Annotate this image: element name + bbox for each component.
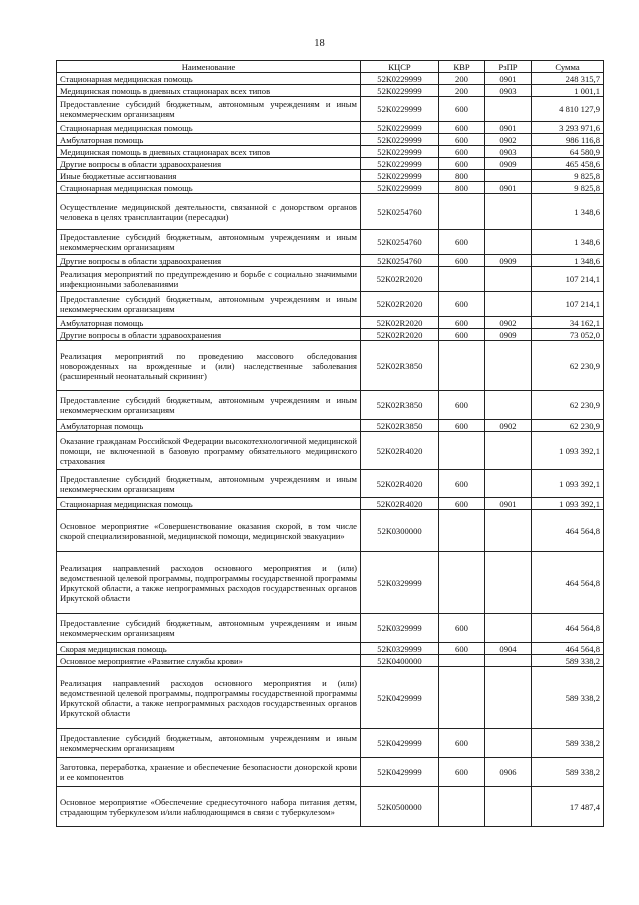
cell-kvr [439, 510, 485, 552]
header-rzpr: РзПР [485, 61, 532, 73]
cell-sum: 107 214,1 [532, 292, 604, 317]
cell-kvr [439, 667, 485, 729]
cell-kvr [439, 655, 485, 667]
cell-rzpr: 0901 [485, 182, 532, 194]
table-row [57, 170, 604, 182]
cell-kvr: 600 [439, 292, 485, 317]
cell-name: Основное мероприятие «Совершенствование оказания скорой, в том числе скорой специализированной, медицинской помощи, медицинской эвакуации» [57, 510, 361, 552]
cell-name: Реализация направлений расходов основного мероприятия и (или) ведомственной целевой программы, подпрограммы государственной программы Иркутской области, а также непрограммных расходов государственных органов Иркутской области [57, 552, 361, 614]
cell-sum: 248 315,7 [532, 73, 604, 85]
budget-table [56, 60, 604, 827]
cell-rzpr [485, 614, 532, 643]
cell-kcsr: 52К0254760 [361, 255, 439, 267]
cell-kcsr: 52К0229999 [361, 122, 439, 134]
cell-rzpr [485, 230, 532, 255]
table-row [57, 667, 604, 729]
cell-kcsr: 52К02R3850 [361, 420, 439, 432]
cell-kcsr: 52К0400000 [361, 655, 439, 667]
header-name: Наименование [57, 61, 361, 73]
cell-sum: 589 338,2 [532, 758, 604, 787]
table-row [57, 194, 604, 230]
cell-sum: 1 093 392,1 [532, 432, 604, 470]
cell-name: Заготовка, переработка, хранение и обеспечение безопасности донорской крови и ее компонентов [57, 758, 361, 787]
cell-kcsr: 52К0329999 [361, 643, 439, 655]
cell-name: Другие вопросы в области здравоохранения [57, 329, 361, 341]
cell-rzpr: 0902 [485, 420, 532, 432]
header-kcsr: КЦСР [361, 61, 439, 73]
cell-kvr: 600 [439, 643, 485, 655]
table-row [57, 758, 604, 787]
cell-rzpr [485, 170, 532, 182]
cell-rzpr: 0901 [485, 73, 532, 85]
cell-kvr [439, 341, 485, 391]
cell-sum: 64 580,9 [532, 146, 604, 158]
cell-sum: 589 338,2 [532, 667, 604, 729]
cell-kcsr: 52К0229999 [361, 85, 439, 97]
cell-sum: 464 564,8 [532, 552, 604, 614]
cell-rzpr [485, 292, 532, 317]
cell-sum: 62 230,9 [532, 341, 604, 391]
cell-sum: 17 487,4 [532, 787, 604, 827]
cell-rzpr: 0904 [485, 643, 532, 655]
cell-kvr [439, 432, 485, 470]
table-row [57, 317, 604, 329]
table-row [57, 134, 604, 146]
cell-kvr: 600 [439, 470, 485, 498]
cell-name: Осуществление медицинской деятельности, связанной с донорством органов человека в целях трансплантации (пересадки) [57, 194, 361, 230]
cell-name: Стационарная медицинская помощь [57, 498, 361, 510]
cell-rzpr: 0909 [485, 255, 532, 267]
cell-kvr: 600 [439, 729, 485, 758]
table-row [57, 73, 604, 85]
cell-rzpr [485, 432, 532, 470]
cell-kvr [439, 194, 485, 230]
cell-name: Медицинская помощь в дневных стационарах всех типов [57, 146, 361, 158]
cell-kcsr: 52К02R3850 [361, 341, 439, 391]
cell-kvr: 600 [439, 329, 485, 341]
table-row [57, 787, 604, 827]
cell-name: Стационарная медицинская помощь [57, 122, 361, 134]
cell-kvr [439, 787, 485, 827]
cell-rzpr [485, 267, 532, 292]
cell-sum: 589 338,2 [532, 729, 604, 758]
cell-kvr: 600 [439, 420, 485, 432]
cell-kvr: 800 [439, 182, 485, 194]
cell-sum: 4 810 127,9 [532, 97, 604, 122]
cell-kcsr: 52К0429999 [361, 758, 439, 787]
cell-name: Оказание гражданам Российской Федерации высокотехнологичной медицинской помощи, не включенной в базовую программу обязательного медицинского страхования [57, 432, 361, 470]
cell-name: Амбулаторная помощь [57, 420, 361, 432]
cell-rzpr [485, 552, 532, 614]
cell-name: Предоставление субсидий бюджетным, автономным учреждениям и иным некоммерческим организациям [57, 729, 361, 758]
table-row [57, 510, 604, 552]
table-row [57, 182, 604, 194]
cell-kcsr: 52К02R2020 [361, 292, 439, 317]
cell-kvr: 600 [439, 97, 485, 122]
cell-kvr: 600 [439, 614, 485, 643]
cell-rzpr [485, 97, 532, 122]
cell-sum: 9 825,8 [532, 170, 604, 182]
cell-sum: 1 348,6 [532, 230, 604, 255]
cell-sum: 465 458,6 [532, 158, 604, 170]
cell-name: Предоставление субсидий бюджетным, автономным учреждениям и иным некоммерческим организациям [57, 614, 361, 643]
cell-sum: 464 564,8 [532, 510, 604, 552]
header-kvr: КВР [439, 61, 485, 73]
table-row [57, 432, 604, 470]
cell-rzpr: 0903 [485, 85, 532, 97]
cell-rzpr: 0901 [485, 122, 532, 134]
cell-rzpr: 0901 [485, 498, 532, 510]
cell-kvr: 600 [439, 758, 485, 787]
table-row [57, 470, 604, 498]
table-row [57, 643, 604, 655]
cell-sum: 62 230,9 [532, 391, 604, 420]
table-row [57, 729, 604, 758]
cell-name: Амбулаторная помощь [57, 134, 361, 146]
cell-sum: 1 001,1 [532, 85, 604, 97]
cell-rzpr [485, 655, 532, 667]
cell-kcsr: 52К02R4020 [361, 470, 439, 498]
cell-kcsr: 52К02R2020 [361, 329, 439, 341]
cell-kcsr: 52К0300000 [361, 510, 439, 552]
cell-sum: 3 293 971,6 [532, 122, 604, 134]
cell-rzpr: 0909 [485, 158, 532, 170]
cell-name: Медицинская помощь в дневных стационарах всех типов [57, 85, 361, 97]
table-row [57, 420, 604, 432]
cell-sum: 986 116,8 [532, 134, 604, 146]
cell-kvr: 600 [439, 498, 485, 510]
table-row [57, 97, 604, 122]
cell-kvr: 600 [439, 230, 485, 255]
cell-kcsr: 52К02R4020 [361, 432, 439, 470]
cell-kcsr: 52К0500000 [361, 787, 439, 827]
table-row [57, 230, 604, 255]
cell-name: Основное мероприятие «Обеспечение среднесуточного набора питания детям, страдающим туберкулезом и/или наблюдающимся в связи с туберкулезом» [57, 787, 361, 827]
cell-kcsr: 52К02R2020 [361, 317, 439, 329]
table-row [57, 122, 604, 134]
cell-kvr: 600 [439, 122, 485, 134]
cell-name: Предоставление субсидий бюджетным, автономным учреждениям и иным некоммерческим организациям [57, 230, 361, 255]
cell-sum: 1 093 392,1 [532, 470, 604, 498]
cell-kcsr: 52К0329999 [361, 614, 439, 643]
cell-sum: 589 338,2 [532, 655, 604, 667]
cell-sum: 464 564,8 [532, 614, 604, 643]
cell-rzpr [485, 510, 532, 552]
cell-rzpr: 0903 [485, 146, 532, 158]
cell-kcsr: 52К0254760 [361, 194, 439, 230]
cell-rzpr [485, 391, 532, 420]
cell-kvr: 600 [439, 255, 485, 267]
cell-name: Реализация мероприятий по проведению массового обследования новорожденных на врожденные и (или) наследственные заболевания (расширенный неонатальный скрининг) [57, 341, 361, 391]
cell-kvr: 600 [439, 317, 485, 329]
cell-rzpr [485, 341, 532, 391]
cell-kvr [439, 267, 485, 292]
table-row [57, 614, 604, 643]
table-row [57, 255, 604, 267]
cell-kcsr: 52К0229999 [361, 134, 439, 146]
cell-sum: 107 214,1 [532, 267, 604, 292]
cell-kcsr: 52К0229999 [361, 97, 439, 122]
cell-name: Предоставление субсидий бюджетным, автономным учреждениям и иным некоммерческим организациям [57, 97, 361, 122]
cell-rzpr [485, 729, 532, 758]
cell-sum: 9 825,8 [532, 182, 604, 194]
page-number: 18 [314, 38, 325, 49]
cell-name: Основное мероприятие «Развитие службы крови» [57, 655, 361, 667]
cell-sum: 34 162,1 [532, 317, 604, 329]
table-body [57, 73, 604, 827]
cell-sum: 1 348,6 [532, 255, 604, 267]
table-row [57, 498, 604, 510]
cell-name: Иные бюджетные ассигнования [57, 170, 361, 182]
cell-name: Предоставление субсидий бюджетным, автономным учреждениям и иным некоммерческим организациям [57, 292, 361, 317]
table-row [57, 329, 604, 341]
cell-kvr: 800 [439, 170, 485, 182]
cell-sum: 1 348,6 [532, 194, 604, 230]
cell-kcsr: 52К0254760 [361, 230, 439, 255]
cell-kcsr: 52К0229999 [361, 146, 439, 158]
cell-kvr: 600 [439, 158, 485, 170]
cell-kvr: 200 [439, 85, 485, 97]
table-row [57, 552, 604, 614]
cell-kcsr: 52К0429999 [361, 729, 439, 758]
cell-sum: 464 564,8 [532, 643, 604, 655]
cell-rzpr: 0906 [485, 758, 532, 787]
cell-rzpr [485, 787, 532, 827]
table-row [57, 267, 604, 292]
cell-name: Реализация мероприятий по предупреждению и борьбе с социально значимыми инфекционными заболеваниями [57, 267, 361, 292]
cell-kcsr: 52К0229999 [361, 182, 439, 194]
cell-name: Реализация направлений расходов основного мероприятия и (или) ведомственной целевой программы, подпрограммы государственной программы Иркутской области, а также непрограммных расходов государственных органов Иркутской области [57, 667, 361, 729]
table-row [57, 341, 604, 391]
header-sum: Сумма [532, 61, 604, 73]
cell-sum: 62 230,9 [532, 420, 604, 432]
cell-rzpr [485, 194, 532, 230]
cell-kcsr: 52К0229999 [361, 170, 439, 182]
cell-name: Амбулаторная помощь [57, 317, 361, 329]
cell-name: Скорая медицинская помощь [57, 643, 361, 655]
cell-rzpr: 0902 [485, 134, 532, 146]
cell-kcsr: 52К0429999 [361, 667, 439, 729]
cell-rzpr: 0909 [485, 329, 532, 341]
cell-sum: 1 093 392,1 [532, 498, 604, 510]
table-row [57, 655, 604, 667]
cell-name: Предоставление субсидий бюджетным, автономным учреждениям и иным некоммерческим организациям [57, 470, 361, 498]
cell-rzpr [485, 470, 532, 498]
table-row [57, 158, 604, 170]
cell-kcsr: 52К0229999 [361, 73, 439, 85]
table-row [57, 146, 604, 158]
table-row [57, 391, 604, 420]
cell-rzpr: 0902 [485, 317, 532, 329]
cell-kvr: 600 [439, 391, 485, 420]
cell-kvr: 600 [439, 134, 485, 146]
cell-kvr: 600 [439, 146, 485, 158]
cell-name: Другие вопросы в области здравоохранения [57, 158, 361, 170]
cell-kcsr: 52К02R2020 [361, 267, 439, 292]
table-row [57, 85, 604, 97]
cell-kvr [439, 552, 485, 614]
cell-sum: 73 052,0 [532, 329, 604, 341]
cell-kcsr: 52К0229999 [361, 158, 439, 170]
table-row [57, 292, 604, 317]
cell-name: Предоставление субсидий бюджетным, автономным учреждениям и иным некоммерческим организациям [57, 391, 361, 420]
cell-kvr: 200 [439, 73, 485, 85]
cell-kcsr: 52К0329999 [361, 552, 439, 614]
cell-name: Стационарная медицинская помощь [57, 73, 361, 85]
cell-name: Стационарная медицинская помощь [57, 182, 361, 194]
cell-kcsr: 52К02R4020 [361, 498, 439, 510]
cell-kcsr: 52К02R3850 [361, 391, 439, 420]
cell-rzpr [485, 667, 532, 729]
table-header-row [57, 61, 604, 73]
cell-name: Другие вопросы в области здравоохранения [57, 255, 361, 267]
